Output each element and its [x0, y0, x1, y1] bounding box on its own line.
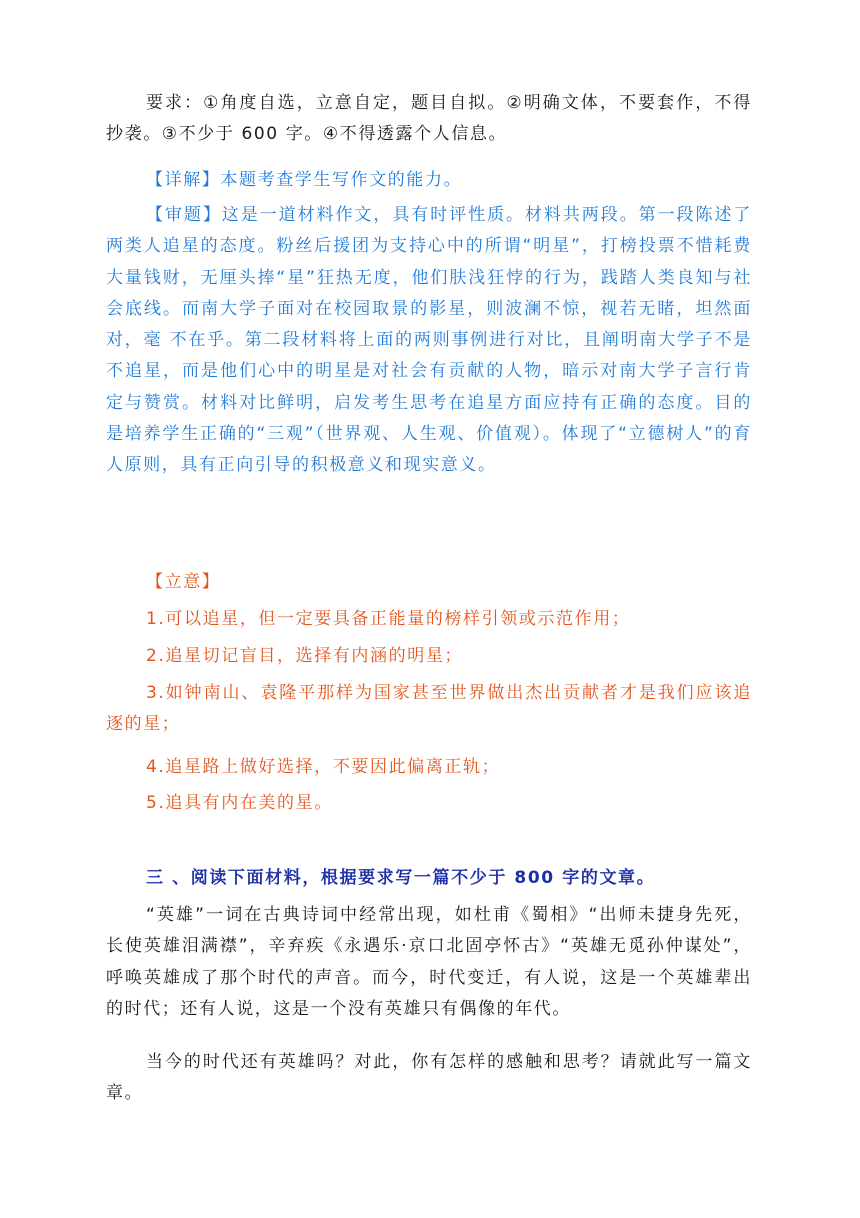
intent-point-4: 4.追星路上做好选择，不要因此偏离正轨； — [146, 757, 501, 777]
requirements-paragraph: 要求：①角度自选，立意自定，题目自拟。②明确文体，不要套作，不得抄袭。③不少于 600 字。④不得透露个人信息。 — [106, 93, 752, 145]
intent-point-1: 1.可以追星，但一定要具备正能量的榜样引领或示范作用； — [146, 609, 631, 629]
analysis-paragraph: 【审题】这是一道材料作文，具有时评性质。材料共两段。第一段陈述了两类人追星的态度。粉丝后援团为支持心中的所谓“明星”，打榜投票不惜耗费大量钱财，无厘头捧“星”狂热无度，他们肤浅狂悖的行为，践踏人类良知与社会底线。而南大学子面对在校园取景的影星，则波澜不惊，视若无睹，坦然面对，毫 不在乎。第二段材料将上面的两则事例进行对比，且阐明南大学子不是不追星，而是他们心中的明星是对社会有贡献的人物，暗示对南大学子言行肯定与赞赏。材料对比鲜明，启发考生思考在追星方面应持有正确的态度。目的是培养学生正确的“三观”（世界观、人生观、价值观）。体现了“立德树人”的育人原则，具有正向引导的积极意义和现实意义。 — [106, 205, 752, 476]
explanation-line: 【详解】本题考查学生写作文的能力。 — [146, 170, 463, 190]
intent-point-2: 2.追星切记盲目，选择有内涵的明星； — [146, 646, 464, 666]
intent-point-5: 5.追具有内在美的星。 — [146, 793, 333, 813]
section-heading: 三 、阅读下面材料，根据要求写一篇不少于 800 字的文章。 — [146, 868, 656, 888]
material-paragraph: “英雄”一词在古典诗词中经常出现，如杜甫《蜀相》“出师未捷身先死，长使英雄泪满襟”，辛弃疾《永遇乐·京口北固亭怀古》“英雄无觅孙仲谋处”，呼唤英雄成了那个时代的声音。而今，时代变迁，有人说，这是一个英雄辈出的时代；还有人说，这是一个没有英雄只有偶像的年代。 — [106, 905, 752, 1019]
question-paragraph: 当今的时代还有英雄吗？对此，你有怎样的感触和思考？请就此写一篇文章。 — [106, 1052, 752, 1104]
intent-point-3: 3.如钟南山、袁隆平那样为国家甚至世界做出杰出贡献者才是我们应该追逐的星； — [106, 683, 752, 735]
intent-title: 【立意】 — [146, 572, 221, 592]
